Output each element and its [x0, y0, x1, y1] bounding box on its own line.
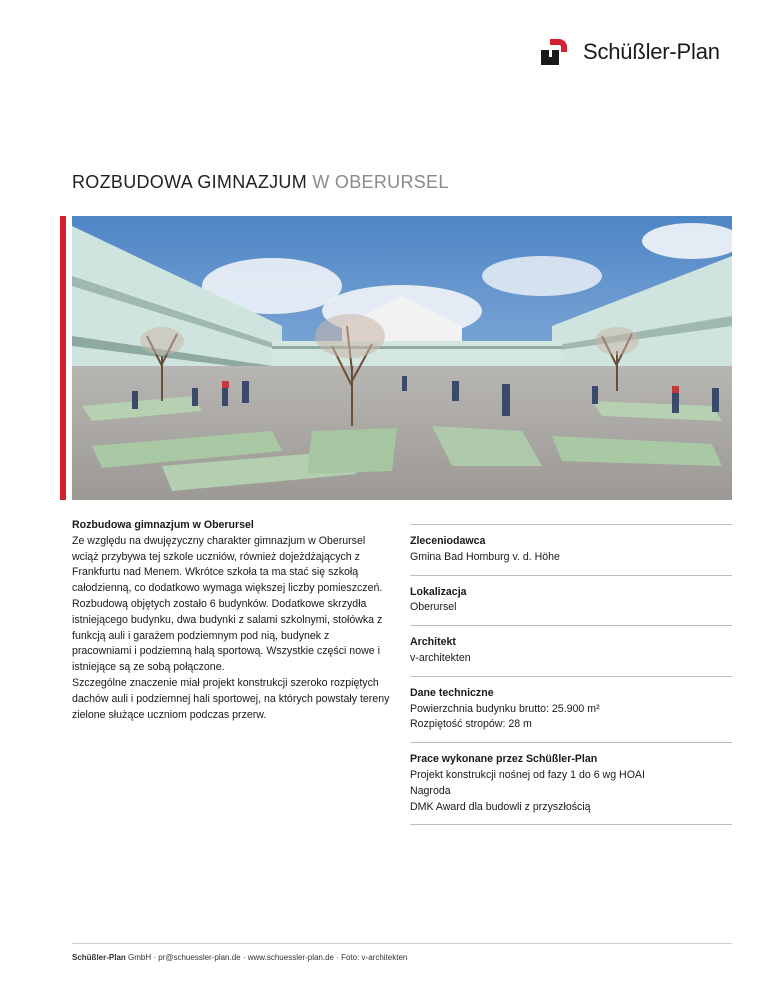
title-location: W OBERURSEL: [312, 172, 449, 192]
detail-label: Lokalizacja: [410, 585, 467, 598]
detail-location: [410, 575, 732, 626]
detail-value: Gmina Bad Homburg v. d. Höhe: [410, 550, 560, 563]
detail-label: Architekt: [410, 636, 456, 649]
detail-technical-data: [410, 676, 732, 742]
title-main: ROZBUDOWA GIMNAZJUM: [72, 172, 308, 192]
project-details: [410, 524, 732, 825]
detail-client: [410, 524, 732, 575]
description-paragraph-2: Szczególne znaczenie miał projekt konstrukcji szeroko rozpiętych dachów auli i podziemnej hali sportowej, na których powstały tereny zielone służące uczniom podczas przerw.: [72, 676, 390, 721]
detail-services: [410, 742, 732, 825]
detail-label: Dane techniczne: [410, 686, 494, 699]
detail-value: v-architekten: [410, 651, 471, 664]
detail-value: DMK Award dla budowli z przyszłością: [410, 800, 591, 813]
description-heading: Rozbudowa gimnazjum w Oberursel: [72, 519, 254, 531]
company-logo: [539, 36, 720, 68]
detail-value: Nagroda: [410, 784, 451, 797]
project-description: [72, 518, 390, 723]
detail-label: Zleceniodawca: [410, 535, 486, 547]
detail-label: Prace wykonane przez Schüßler-Plan: [410, 753, 598, 766]
footer-contact: GmbH · pr@schuessler-plan.de · www.schuessler-plan.de · Foto: v-architekten: [125, 953, 408, 962]
footer-company: Schüßler-Plan: [72, 953, 126, 962]
description-paragraph-1: Ze względu na dwujęzyczny charakter gimnazjum w Oberursel wciąż przybywa tej szkole uczniów, również dojeżdżających z Frankfurtu nad Menem. Wkrótce szkoła ta ma stać się szkołą całodzienną, co dodatkowo wymaga większej liczby pomieszczeń. Rozbudową objętych zostało 6 budynków. Dodatkowe skrzydła istniejącego budynku, dwa budynki z salami szkolnymi, stołówka z funkcją auli i garażem podziemnym pod nią, budynek z pracowniami i podziemną halą sportową. Wszystkie części nowe i istniejące są ze sobą połączone.: [72, 534, 383, 674]
footer-divider: [72, 943, 732, 944]
detail-value: Rozpiętość stropów: 28 m: [410, 718, 532, 731]
project-photo: [72, 216, 732, 500]
page-footer: [72, 953, 407, 962]
detail-value: Projekt konstrukcji nośnej od fazy 1 do 6 wg HOAI: [410, 768, 645, 781]
logo-text: Schüßler-Plan: [583, 39, 720, 64]
detail-value: Oberursel: [410, 601, 457, 614]
page-title: [72, 172, 449, 193]
detail-architect: [410, 625, 732, 676]
detail-value: Powierzchnia budynku brutto: 25.900 m²: [410, 702, 600, 715]
logo-mark-icon: [539, 37, 569, 67]
accent-bar: [60, 216, 66, 500]
